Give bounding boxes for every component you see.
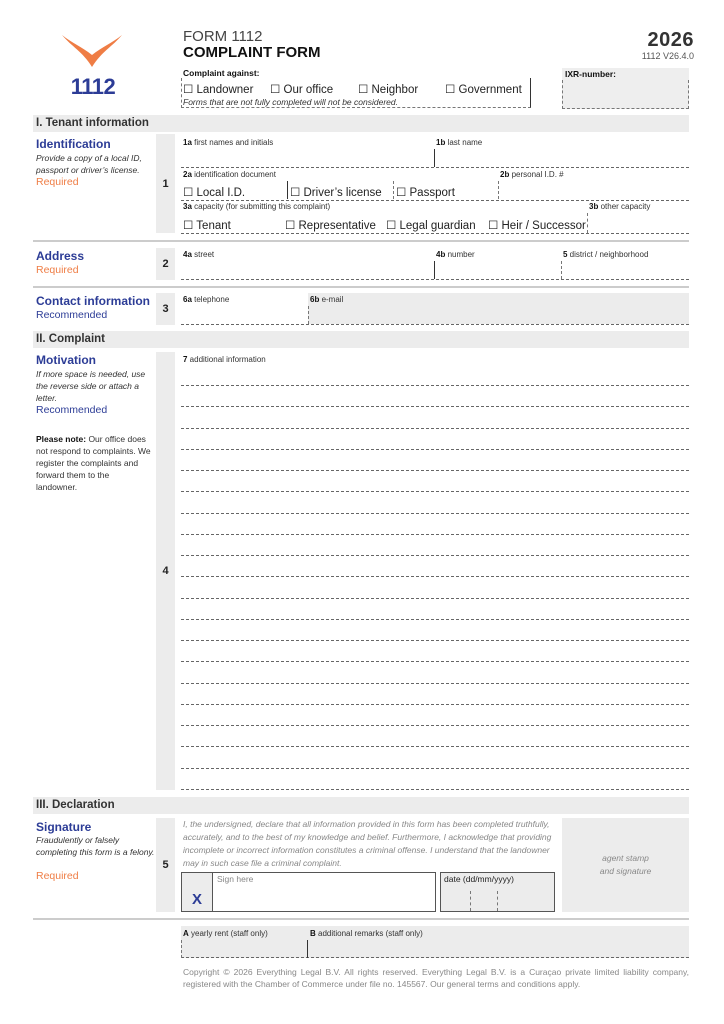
writing-line[interactable]	[181, 491, 689, 492]
writing-line[interactable]	[181, 385, 689, 386]
signature-desc: Fraudulently or falsely completing this form is a felony.	[36, 835, 155, 857]
staff-only-box	[181, 926, 689, 958]
divider	[561, 261, 562, 279]
section-divider	[33, 918, 689, 920]
section-tenant-information: I. Tenant information	[33, 115, 689, 132]
signature-status: Required	[36, 870, 79, 882]
complaint-against-label: Complaint against:	[183, 68, 260, 78]
field-b-label: B additional remarks (staff only)	[310, 929, 423, 938]
date-label: date (dd/mm/yyyy)	[444, 874, 514, 884]
address-title: Address	[36, 249, 85, 263]
writing-line[interactable]	[181, 661, 689, 662]
motivation-desc: If more space is needed, use the reverse side or attach a letter.	[36, 369, 146, 403]
sign-mark-icon: X	[182, 873, 213, 911]
section-number-1: 1	[156, 134, 175, 233]
field-2b-label: 2b personal I.D. #	[500, 170, 564, 179]
logo-text: 1112	[70, 74, 116, 99]
writing-line[interactable]	[181, 768, 689, 769]
field-6b-label: 6b e-mail	[310, 295, 344, 304]
identification-status: Required	[36, 176, 79, 188]
divider	[587, 213, 588, 233]
complaint-against-note: Forms that are not fully completed will not be considered.	[183, 97, 398, 107]
divider	[498, 181, 499, 199]
checkbox-tenant[interactable]: ☐ Tenant	[183, 220, 231, 232]
agent-stamp-label: agent stamp and signature	[599, 853, 652, 876]
logo-wing-icon	[60, 33, 124, 69]
field-7-label: 7 additional information	[183, 355, 266, 364]
checkbox-representative[interactable]: ☐ Representative	[285, 220, 376, 232]
writing-line[interactable]	[181, 619, 689, 620]
yearly-rent-field[interactable]	[181, 940, 307, 958]
checkbox-heir-successor[interactable]: ☐ Heir / Successor	[488, 220, 586, 232]
checkbox-neighbor[interactable]: ☐ Neighbor	[358, 84, 419, 96]
field-6a-label: 6a telephone	[183, 295, 230, 304]
section-declaration: III. Declaration	[33, 797, 689, 814]
signature-field[interactable]	[181, 872, 436, 912]
checkbox-local-id[interactable]: ☐ Local I.D.	[183, 187, 246, 199]
writing-line[interactable]	[181, 704, 689, 705]
section-complaint: II. Complaint	[33, 331, 689, 348]
writing-line[interactable]	[181, 640, 689, 641]
field-1a-label: 1a first names and initials	[183, 138, 274, 147]
ixr-number-label: IXR-number:	[565, 69, 616, 79]
field-3a-label: 3a capacity (for submitting this complaint)	[183, 202, 331, 211]
date-separator	[497, 891, 498, 911]
additional-remarks-field[interactable]	[309, 940, 689, 958]
field-contact-underline[interactable]	[181, 324, 689, 325]
writing-line[interactable]	[181, 683, 689, 684]
section-divider	[33, 286, 689, 288]
checkbox-legal-guardian[interactable]: ☐ Legal guardian	[386, 220, 476, 232]
writing-line[interactable]	[181, 534, 689, 535]
field-5-label: 5 district / neighborhood	[563, 250, 649, 259]
writing-line[interactable]	[181, 406, 689, 407]
field-2-underline[interactable]	[181, 200, 689, 201]
field-1-underline[interactable]	[181, 167, 689, 168]
agent-stamp-box	[562, 818, 689, 912]
form-title: COMPLAINT FORM	[183, 44, 321, 61]
writing-line[interactable]	[181, 598, 689, 599]
date-field[interactable]	[440, 872, 555, 912]
email-field-bg	[308, 293, 689, 324]
field-3b-label: 3b other capacity	[589, 202, 651, 211]
divider	[307, 940, 308, 958]
checkbox-our-office[interactable]: ☐ Our office	[270, 84, 334, 96]
form-code: FORM 1112	[183, 28, 263, 45]
writing-line[interactable]	[181, 576, 689, 577]
divider	[393, 181, 394, 199]
motivation-title: Motivation	[36, 353, 96, 367]
form-version: 1112 V26.4.0	[641, 51, 694, 61]
sign-here-label: Sign here	[217, 874, 254, 884]
motivation-status: Recommended	[36, 404, 108, 416]
section-number-2: 2	[156, 248, 175, 280]
section-number-5: 5	[156, 818, 175, 912]
field-2a-label: 2a identification document	[183, 170, 276, 179]
contact-title: Contact information	[36, 294, 150, 308]
copyright-text: Copyright © 2026 Everything Legal B.V. All rights reserved. Everything Legal B.V. is a Curaçao private limited liability company, registered with the Chamber of Commerce under file no. 145567. Our general terms and conditions apply.	[183, 967, 689, 989]
declaration-text: I, the undersigned, declare that all information provided in this form has been completed truthfully, accurately, and to the best of my knowledge and belief. Furthermore, I acknowledge that providing incomplete or incorrect information constitutes a criminal offense. I understand that the landowner may in such case file a criminal complaint.	[183, 819, 552, 868]
form-year: 2026	[647, 29, 694, 51]
writing-line[interactable]	[181, 513, 689, 514]
date-separator	[470, 891, 471, 911]
section-divider	[33, 240, 689, 242]
checkbox-passport[interactable]: ☐ Passport	[396, 187, 455, 199]
identification-desc: Provide a copy of a local ID, passport or driver’s license.	[36, 153, 142, 175]
field-1b-divider	[434, 149, 435, 167]
ixr-number-field[interactable]	[562, 80, 689, 109]
writing-line[interactable]	[181, 449, 689, 450]
section-number-3: 3	[156, 293, 175, 325]
writing-line[interactable]	[181, 555, 689, 556]
ixr-number-box	[562, 68, 689, 109]
field-a-label: A yearly rent (staff only)	[183, 929, 268, 938]
signature-title: Signature	[36, 820, 92, 834]
writing-line[interactable]	[181, 789, 689, 790]
field-1b-label: 1b last name	[436, 138, 483, 147]
writing-line[interactable]	[181, 725, 689, 726]
field-3-underline[interactable]	[181, 233, 689, 234]
identification-title: Identification	[36, 137, 111, 151]
address-status: Required	[36, 264, 79, 276]
writing-line[interactable]	[181, 470, 689, 471]
divider	[287, 181, 288, 199]
divider	[434, 261, 435, 279]
checkbox-drivers-license[interactable]: ☐ Driver’s license	[290, 187, 382, 199]
field-address-underline[interactable]	[181, 279, 689, 280]
divider	[308, 306, 309, 324]
contact-status: Recommended	[36, 309, 108, 321]
writing-line[interactable]	[181, 746, 689, 747]
section-number-4: 4	[156, 352, 175, 790]
field-4b-label: 4b number	[436, 250, 475, 259]
writing-line[interactable]	[181, 428, 689, 429]
checkbox-government[interactable]: ☐ Government	[445, 84, 522, 96]
checkbox-landowner[interactable]: ☐ Landowner	[183, 84, 254, 96]
field-4a-label: 4a street	[183, 250, 215, 259]
motivation-note: Please note: Our office does not respond to complaints. We register the complaints and forward them to the landowner.	[36, 434, 151, 492]
